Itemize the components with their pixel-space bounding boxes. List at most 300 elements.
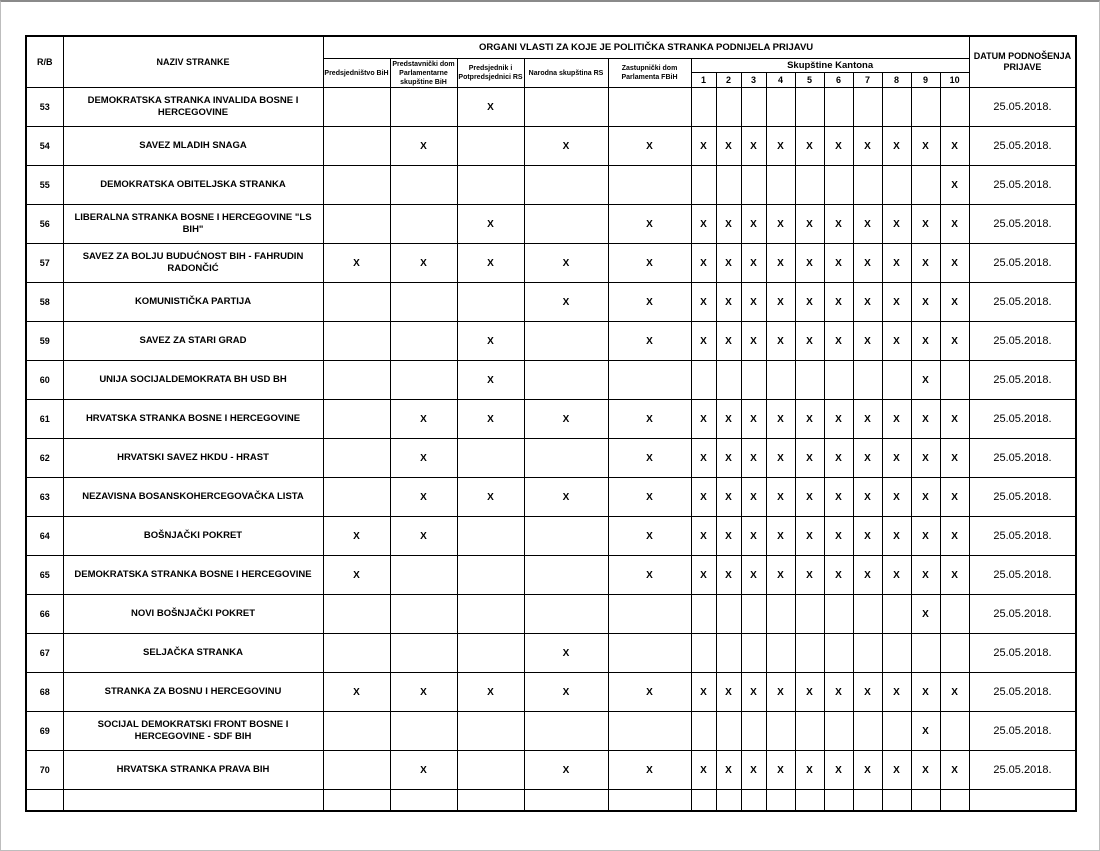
registration-mark: X [716,556,741,595]
registration-mark [691,595,716,634]
registration-mark: X [691,556,716,595]
registration-mark [524,556,608,595]
registration-mark: X [853,517,882,556]
registration-mark [457,127,524,166]
registration-mark [390,283,457,322]
header-presidency: Predsjedništvo BiH [323,59,390,88]
table-row [26,244,1076,283]
registration-mark: X [882,400,911,439]
registration-mark: X [795,400,824,439]
submission-date: 25.05.2018. [969,634,1076,673]
header-national-assembly-rs: Narodna skupština RS [524,59,608,88]
registration-mark [457,166,524,205]
registration-mark [457,712,524,751]
party-name: DEMOKRATSKA STRANKA BOSNE I HERCEGOVINE [63,556,323,595]
registration-mark [608,88,691,127]
registration-mark: X [691,439,716,478]
registration-mark: X [824,478,853,517]
table-row [26,400,1076,439]
registration-mark [691,634,716,673]
registration-mark: X [824,556,853,595]
registration-mark: X [940,322,969,361]
registration-mark: X [741,127,766,166]
table-row [26,517,1076,556]
registration-mark: X [882,517,911,556]
row-number: 53 [26,88,63,127]
party-name: SELJAČKA STRANKA [63,634,323,673]
empty-cell [795,790,824,812]
header-canton-7: 7 [853,73,882,88]
registration-mark: X [691,751,716,790]
registration-mark: X [940,283,969,322]
empty-cell [323,790,390,812]
row-number: 54 [26,127,63,166]
registration-mark: X [691,478,716,517]
registration-mark: X [940,400,969,439]
registration-mark [323,751,390,790]
registration-mark: X [716,517,741,556]
header-house-fbih: Zastupnički dom Parlamenta FBiH [608,59,691,88]
table-row-continuation [26,790,1076,812]
registration-mark [608,595,691,634]
registration-mark [741,166,766,205]
registration-mark: X [741,517,766,556]
registration-mark: X [608,283,691,322]
registration-mark: X [940,751,969,790]
submission-date: 25.05.2018. [969,712,1076,751]
party-name: HRVATSKA STRANKA BOSNE I HERCEGOVINE [63,400,323,439]
registration-mark [457,751,524,790]
row-number: 62 [26,439,63,478]
header-house-of-representatives: Predstavnički dom Parlamentarne skupštine BiH [390,59,457,88]
registration-mark: X [853,322,882,361]
party-name: BOŠNJAČKI POKRET [63,517,323,556]
registration-mark: X [911,361,940,400]
registration-mark [390,322,457,361]
header-canton-3: 3 [741,73,766,88]
registration-mark: X [940,439,969,478]
table-row [26,712,1076,751]
registration-mark: X [608,517,691,556]
registration-mark: X [457,361,524,400]
registration-mark [524,439,608,478]
registration-mark: X [741,283,766,322]
registration-mark [323,439,390,478]
registration-mark: X [524,400,608,439]
registration-mark: X [741,751,766,790]
registration-mark [524,595,608,634]
registration-mark: X [940,517,969,556]
party-name: UNIJA SOCIJALDEMOKRATA BH USD BH [63,361,323,400]
row-number: 58 [26,283,63,322]
registration-mark: X [766,556,795,595]
registration-mark [882,712,911,751]
submission-date: 25.05.2018. [969,751,1076,790]
party-name: SAVEZ MLADIH SNAGA [63,127,323,166]
registration-mark: X [608,205,691,244]
registration-mark: X [824,673,853,712]
registration-mark: X [853,244,882,283]
registration-mark [795,166,824,205]
registration-mark: X [691,400,716,439]
empty-cell [766,790,795,812]
registration-mark: X [766,205,795,244]
registration-mark [824,595,853,634]
registration-mark: X [608,244,691,283]
registration-mark: X [457,322,524,361]
empty-cell [741,790,766,812]
registration-mark: X [390,400,457,439]
registration-mark [716,361,741,400]
row-number: 61 [26,400,63,439]
empty-cell [940,790,969,812]
registration-mark: X [795,478,824,517]
party-name: LIBERALNA STRANKA BOSNE I HERCEGOVINE "LS BIH" [63,205,323,244]
registration-mark: X [716,205,741,244]
party-name: SAVEZ ZA STARI GRAD [63,322,323,361]
registration-mark: X [911,205,940,244]
registration-mark [940,88,969,127]
registration-mark: X [716,400,741,439]
table-row [26,283,1076,322]
registration-mark [795,595,824,634]
registration-mark: X [766,400,795,439]
submission-date: 25.05.2018. [969,205,1076,244]
registration-mark [608,634,691,673]
registration-mark [524,361,608,400]
empty-cell [524,790,608,812]
registration-mark: X [741,478,766,517]
registration-mark [766,595,795,634]
registration-mark: X [824,127,853,166]
registration-mark: X [691,673,716,712]
registration-mark: X [940,556,969,595]
registration-mark: X [766,127,795,166]
registration-mark [882,166,911,205]
registration-mark: X [882,283,911,322]
empty-cell [608,790,691,812]
registration-mark [608,166,691,205]
submission-date: 25.05.2018. [969,127,1076,166]
empty-cell [882,790,911,812]
registration-mark [824,88,853,127]
registration-mark [716,88,741,127]
registration-mark: X [608,673,691,712]
registration-mark [323,361,390,400]
header-authorities: ORGANI VLASTI ZA KOJE JE POLITIČKA STRANKA PODNIJELA PRIJAVU [323,36,969,59]
registration-mark [716,634,741,673]
registration-mark: X [524,283,608,322]
table-row [26,88,1076,127]
registration-mark: X [524,634,608,673]
row-number: 68 [26,673,63,712]
party-name: HRVATSKA STRANKA PRAVA BIH [63,751,323,790]
registration-mark: X [741,556,766,595]
submission-date: 25.05.2018. [969,556,1076,595]
registration-mark: X [795,127,824,166]
submission-date: 25.05.2018. [969,322,1076,361]
registration-mark [457,439,524,478]
party-name: HRVATSKI SAVEZ HKDU - HRAST [63,439,323,478]
registration-mark [741,595,766,634]
empty-cell [716,790,741,812]
registration-mark: X [716,244,741,283]
registration-mark: X [741,400,766,439]
submission-date: 25.05.2018. [969,595,1076,634]
registration-mark: X [882,751,911,790]
registration-mark: X [911,283,940,322]
registration-mark: X [457,673,524,712]
registration-mark: X [524,127,608,166]
table-row [26,556,1076,595]
table-row [26,361,1076,400]
registration-mark: X [824,439,853,478]
registration-mark: X [716,478,741,517]
registration-mark [390,595,457,634]
registration-mark: X [691,244,716,283]
registration-mark: X [911,712,940,751]
empty-cell [390,790,457,812]
header-cantonal-assemblies: Skupštine Kantona [691,59,969,73]
registration-mark [323,478,390,517]
registration-mark: X [741,673,766,712]
registration-mark: X [608,322,691,361]
row-number: 63 [26,478,63,517]
registration-mark: X [853,673,882,712]
registration-mark: X [911,400,940,439]
registration-mark: X [390,439,457,478]
registration-mark [716,712,741,751]
party-name: SAVEZ ZA BOLJU BUDUĆNOST BIH - FAHRUDIN RADONČIĆ [63,244,323,283]
registration-mark: X [911,751,940,790]
registration-mark: X [741,439,766,478]
registration-mark: X [323,673,390,712]
row-number: 65 [26,556,63,595]
registration-mark: X [766,673,795,712]
registration-mark: X [795,517,824,556]
registration-mark: X [766,322,795,361]
registration-mark [524,88,608,127]
registration-mark: X [853,205,882,244]
registration-mark: X [608,127,691,166]
registration-mark [853,361,882,400]
table-row [26,205,1076,244]
registration-mark: X [853,283,882,322]
header-canton-2: 2 [716,73,741,88]
registration-mark: X [323,517,390,556]
registration-mark: X [911,673,940,712]
registration-mark [940,634,969,673]
registration-mark: X [741,205,766,244]
header-party-name: NAZIV STRANKE [63,36,323,88]
registration-mark: X [911,478,940,517]
header-canton-8: 8 [882,73,911,88]
registration-mark [853,88,882,127]
table-row [26,478,1076,517]
header-rb: R/B [26,36,63,88]
empty-cell [26,790,63,812]
party-name: KOMUNISTIČKA PARTIJA [63,283,323,322]
submission-date: 25.05.2018. [969,283,1076,322]
registration-mark [741,88,766,127]
registration-mark: X [716,751,741,790]
registration-mark [608,361,691,400]
row-number: 60 [26,361,63,400]
registration-mark: X [608,556,691,595]
registration-mark: X [716,127,741,166]
registration-mark: X [882,439,911,478]
registration-mark: X [741,322,766,361]
registration-mark: X [824,205,853,244]
registration-mark [766,88,795,127]
registration-mark [524,517,608,556]
registration-mark [691,88,716,127]
header-submission-date: DATUM PODNOŠENJA PRIJAVE [969,36,1076,88]
registration-mark: X [457,88,524,127]
registration-mark [853,166,882,205]
registration-mark: X [691,205,716,244]
registration-mark: X [911,322,940,361]
registration-mark [940,712,969,751]
registration-mark [716,166,741,205]
table-row [26,634,1076,673]
registration-mark: X [795,673,824,712]
registration-mark: X [716,439,741,478]
registration-mark [795,712,824,751]
registration-mark: X [882,322,911,361]
table-row [26,439,1076,478]
table-row [26,127,1076,166]
registration-mark [853,595,882,634]
submission-date: 25.05.2018. [969,166,1076,205]
header-canton-6: 6 [824,73,853,88]
registration-mark: X [716,673,741,712]
registration-mark [390,634,457,673]
party-name: STRANKA ZA BOSNU I HERCEGOVINU [63,673,323,712]
registration-mark: X [911,595,940,634]
registration-mark [716,595,741,634]
registration-mark: X [766,244,795,283]
registration-mark: X [691,127,716,166]
registration-mark: X [882,205,911,244]
registration-mark [741,634,766,673]
registration-mark: X [911,127,940,166]
registration-mark: X [824,751,853,790]
registration-mark [824,712,853,751]
registration-mark: X [795,244,824,283]
empty-cell [911,790,940,812]
empty-cell [63,790,323,812]
registration-mark: X [524,673,608,712]
row-number: 59 [26,322,63,361]
submission-date: 25.05.2018. [969,478,1076,517]
registration-mark: X [608,751,691,790]
row-number: 70 [26,751,63,790]
registration-mark [766,712,795,751]
registration-mark [390,361,457,400]
registration-mark [390,205,457,244]
registration-mark [741,361,766,400]
party-registration-table [25,35,1077,812]
registration-mark [457,283,524,322]
registration-mark: X [608,400,691,439]
registration-mark [940,595,969,634]
registration-mark [853,634,882,673]
registration-mark: X [853,751,882,790]
header-canton-5: 5 [795,73,824,88]
registration-mark: X [741,244,766,283]
party-name: DEMOKRATSKA STRANKA INVALIDA BOSNE I HERCEGOVINE [63,88,323,127]
registration-mark [766,634,795,673]
submission-date: 25.05.2018. [969,361,1076,400]
row-number: 56 [26,205,63,244]
registration-mark [323,166,390,205]
registration-mark: X [457,400,524,439]
row-number: 64 [26,517,63,556]
empty-cell [824,790,853,812]
registration-mark: X [940,244,969,283]
registration-mark: X [911,244,940,283]
registration-mark [882,88,911,127]
table-row [26,673,1076,712]
empty-cell [457,790,524,812]
registration-mark: X [795,283,824,322]
table-row [26,595,1076,634]
registration-mark [766,361,795,400]
registration-mark: X [911,556,940,595]
registration-mark: X [691,283,716,322]
submission-date: 25.05.2018. [969,400,1076,439]
table-row [26,322,1076,361]
header-canton-4: 4 [766,73,795,88]
header-canton-1: 1 [691,73,716,88]
header-president-rs: Predsjednik i Potpredsjednici RS [457,59,524,88]
registration-mark: X [524,751,608,790]
registration-mark: X [766,283,795,322]
registration-mark [824,361,853,400]
registration-mark [524,205,608,244]
party-name: DEMOKRATSKA OBITELJSKA STRANKA [63,166,323,205]
registration-mark [741,712,766,751]
empty-cell [969,790,1076,812]
registration-mark [323,595,390,634]
registration-mark: X [608,439,691,478]
registration-mark: X [940,166,969,205]
registration-mark: X [853,127,882,166]
registration-mark: X [911,439,940,478]
submission-date: 25.05.2018. [969,673,1076,712]
row-number: 67 [26,634,63,673]
registration-mark: X [853,478,882,517]
registration-mark: X [940,673,969,712]
registration-mark: X [940,205,969,244]
registration-mark: X [323,556,390,595]
registration-mark [390,88,457,127]
registration-mark [323,712,390,751]
registration-mark [457,634,524,673]
registration-mark [882,361,911,400]
registration-mark [911,88,940,127]
registration-mark [911,634,940,673]
registration-mark [524,712,608,751]
registration-mark [882,595,911,634]
registration-mark: X [795,205,824,244]
registration-mark [853,712,882,751]
registration-mark [824,634,853,673]
registration-mark [608,712,691,751]
registration-mark: X [457,244,524,283]
empty-cell [853,790,882,812]
